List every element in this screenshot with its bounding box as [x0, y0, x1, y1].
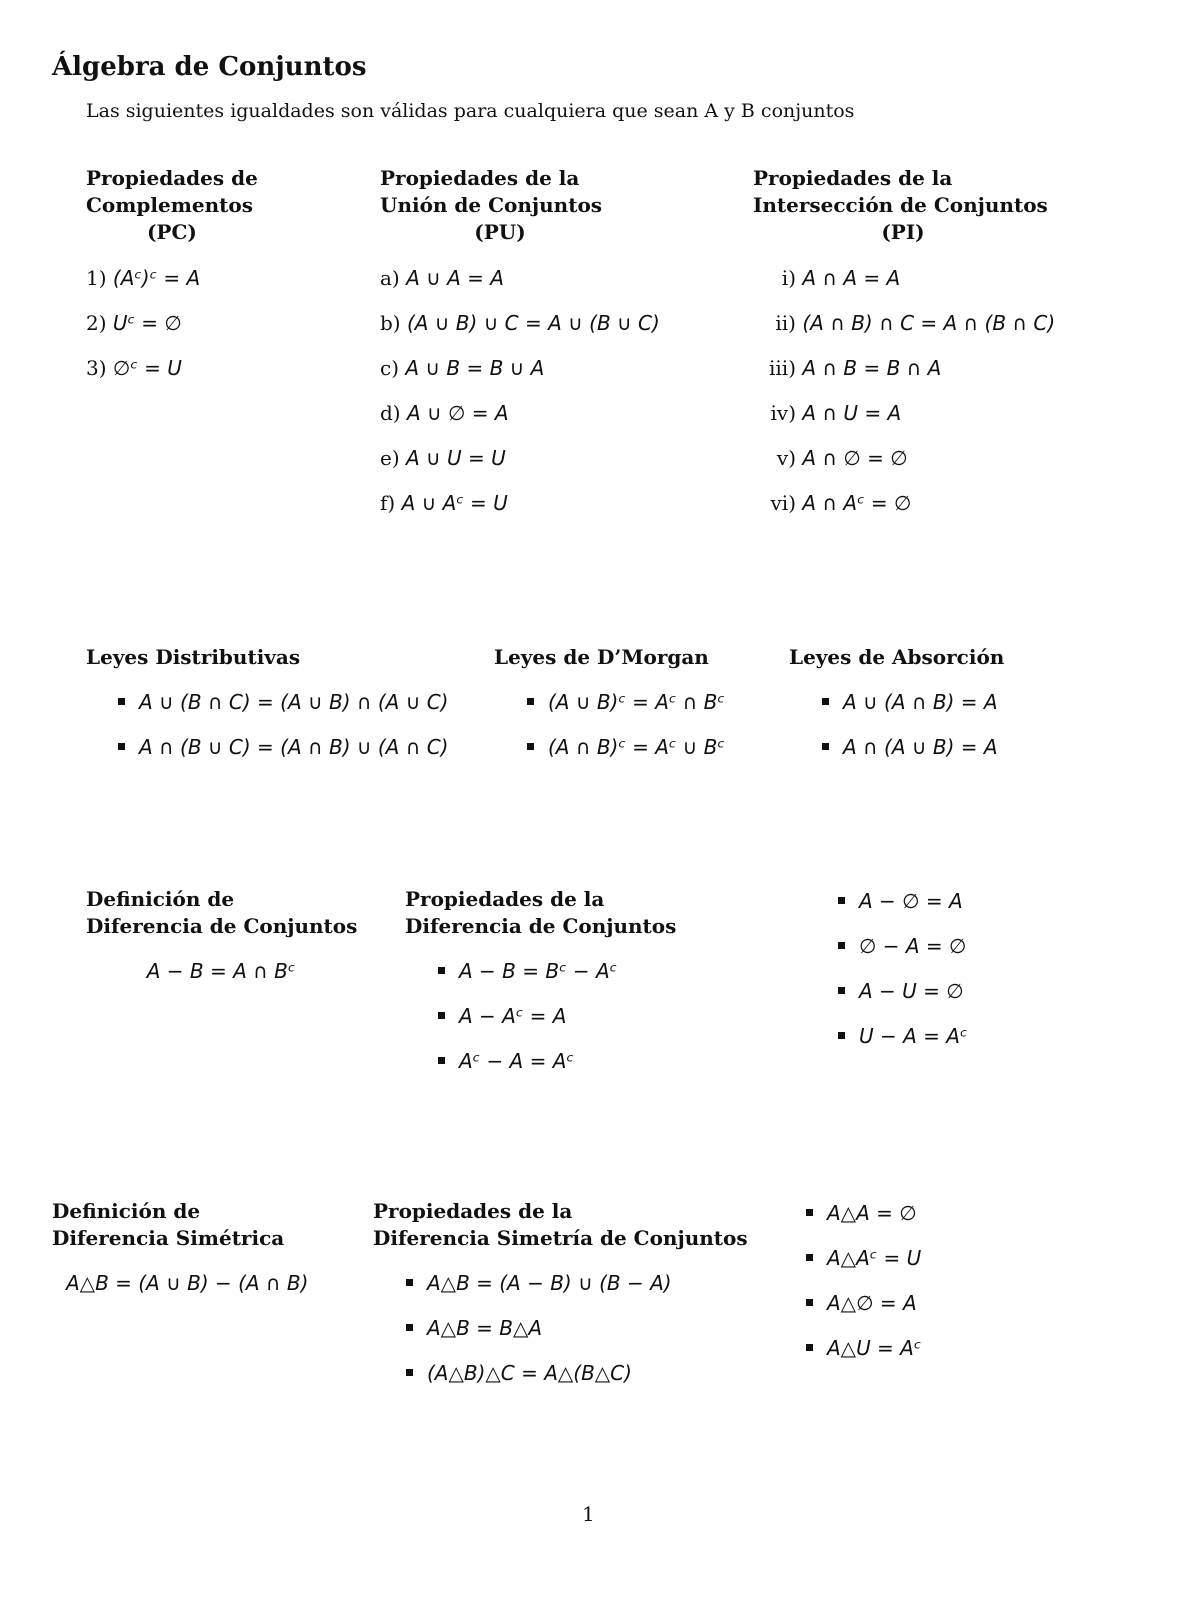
- symmore-item: [806, 1338, 921, 1358]
- diffprop-item: [438, 1006, 566, 1026]
- item-label: iv): [770, 401, 796, 425]
- bullet: [838, 942, 845, 949]
- diffprop-heading-line2: Diferencia de Conjuntos: [405, 914, 677, 938]
- symdef-heading: [52, 1198, 352, 1252]
- pi-item: [760, 403, 901, 423]
- bullet: [527, 698, 534, 705]
- item-expr: (A△B)△C = A△(B△C): [427, 1361, 632, 1385]
- bullet: [838, 897, 845, 904]
- pi-heading-line3: (PI): [881, 220, 925, 244]
- bullet: [406, 1324, 413, 1331]
- diffdef-heading-line1: Definición de: [86, 887, 235, 911]
- item-expr: (A ∪ B)ᶜ = Aᶜ ∩ Bᶜ: [548, 690, 725, 714]
- item-expr: A − Aᶜ = A: [459, 1004, 567, 1028]
- bullet: [822, 743, 829, 750]
- dist-item: [118, 737, 448, 757]
- bullet: [438, 1012, 445, 1019]
- item-expr: (Aᶜ)ᶜ = A: [112, 266, 201, 290]
- item-expr: A − ∅ = A: [859, 889, 963, 913]
- diffmore-item: [838, 936, 966, 956]
- symprop-heading-line1: Propiedades de la: [373, 1199, 573, 1223]
- symprop-heading: [373, 1198, 748, 1252]
- item-expr: A△∅ = A: [827, 1291, 917, 1315]
- item-label: b): [380, 311, 401, 335]
- bullet: [406, 1369, 413, 1376]
- pi-item: [760, 358, 941, 378]
- bullet: [406, 1279, 413, 1286]
- pu-item: [380, 493, 508, 513]
- pi-item: [760, 268, 900, 288]
- item-expr: A ∩ Aᶜ = ∅: [802, 491, 912, 515]
- symdef-heading-line1: Definición de: [52, 1199, 201, 1223]
- item-expr: (A ∩ B)ᶜ = Aᶜ ∪ Bᶜ: [548, 735, 725, 759]
- dist-heading: Leyes Distributivas: [86, 645, 301, 669]
- diffprop-heading: [405, 886, 676, 940]
- bullet: [527, 743, 534, 750]
- pc-heading-line2: Complementos: [86, 193, 253, 217]
- pu-heading: [380, 165, 620, 246]
- item-expr: A△U = Aᶜ: [827, 1336, 922, 1360]
- pc-item: [86, 313, 182, 333]
- morgan-item: [527, 692, 725, 712]
- item-expr: ∅ − A = ∅: [859, 934, 967, 958]
- item-expr: A ∩ (B ∪ C) = (A ∩ B) ∪ (A ∩ C): [139, 735, 449, 759]
- item-expr: A ∪ ∅ = A: [406, 401, 509, 425]
- item-expr: ∅ᶜ = U: [112, 356, 182, 380]
- item-expr: (A ∪ B) ∪ C = A ∪ (B ∪ C): [406, 311, 660, 335]
- pu-item: [380, 403, 509, 423]
- item-expr: A ∩ A = A: [802, 266, 901, 290]
- intro-text: Las siguientes igualdades son válidas para cualquiera que sean A y B conjuntos: [86, 100, 855, 122]
- item-label: ii): [775, 311, 796, 335]
- item-expr: A ∪ B = B ∪ A: [405, 356, 545, 380]
- item-label: f): [380, 491, 396, 515]
- item-label: v): [776, 446, 796, 470]
- pu-item: [380, 268, 504, 288]
- bullet: [806, 1254, 813, 1261]
- pc-item: [86, 268, 200, 288]
- diffdef-expr: [86, 961, 356, 981]
- morgan-heading: Leyes de D’Morgan: [494, 645, 709, 669]
- pu-item: [380, 313, 660, 333]
- item-expr: A ∪ A = A: [406, 266, 504, 290]
- pu-item: [380, 448, 506, 468]
- item-expr: A△Aᶜ = U: [827, 1246, 922, 1270]
- pc-item: [86, 358, 182, 378]
- item-label: e): [380, 446, 400, 470]
- item-expr: A ∩ B = B ∩ A: [802, 356, 942, 380]
- symprop-item: [406, 1318, 542, 1338]
- symdef-heading-line2: Diferencia Simétrica: [52, 1226, 285, 1250]
- item-label: i): [781, 266, 796, 290]
- diffprop-heading-line1: Propiedades de la: [405, 887, 605, 911]
- item-expr: A ∪ (B ∩ C) = (A ∪ B) ∩ (A ∪ C): [139, 690, 449, 714]
- pc-heading-line1: Propiedades de: [86, 166, 258, 190]
- item-expr: A − U = ∅: [859, 979, 964, 1003]
- absor-item: [822, 692, 998, 712]
- item-expr: A△A = ∅: [827, 1201, 917, 1225]
- diffdef-heading-line2: Diferencia de Conjuntos: [86, 914, 358, 938]
- diffmore-item: [838, 981, 964, 1001]
- item-expr: A ∩ U = A: [802, 401, 902, 425]
- pu-item: [380, 358, 544, 378]
- diffprop-item: [438, 1051, 574, 1071]
- item-expr: A − B = A ∩ Bᶜ: [146, 959, 296, 983]
- item-expr: A ∪ (A ∩ B) = A: [843, 690, 998, 714]
- item-expr: U − A = Aᶜ: [859, 1024, 968, 1048]
- absor-heading: Leyes de Absorción: [789, 645, 1005, 669]
- item-expr: A△B = (A ∪ B) − (A ∩ B): [66, 1271, 309, 1295]
- symprop-heading-line2: Diferencia Simetría de Conjuntos: [373, 1226, 748, 1250]
- pu-heading-line1: Propiedades de la: [380, 166, 580, 190]
- item-label: 1): [86, 266, 107, 290]
- pi-item: [760, 448, 908, 468]
- item-label: d): [380, 401, 401, 425]
- absor-item: [822, 737, 998, 757]
- item-label: 2): [86, 311, 107, 335]
- item-expr: (A ∩ B) ∩ C = A ∩ (B ∩ C): [802, 311, 1056, 335]
- item-expr: A ∪ Aᶜ = U: [401, 491, 508, 515]
- item-expr: A△B = (A − B) ∪ (B − A): [427, 1271, 672, 1295]
- page-title: Álgebra de Conjuntos: [52, 52, 367, 82]
- symmore-item: [806, 1293, 917, 1313]
- symdef-expr: [66, 1273, 308, 1293]
- symprop-item: [406, 1273, 672, 1293]
- pu-heading-line2: Unión de Conjuntos: [380, 193, 603, 217]
- diffmore-item: [838, 1026, 967, 1046]
- page-number: 1: [582, 1502, 595, 1526]
- item-label: c): [380, 356, 400, 380]
- symmore-item: [806, 1248, 921, 1268]
- diffprop-item: [438, 961, 617, 981]
- pi-heading-line2: Intersección de Conjuntos: [753, 193, 1048, 217]
- item-expr: A − B = Bᶜ − Aᶜ: [459, 959, 618, 983]
- bullet: [806, 1344, 813, 1351]
- item-expr: A ∩ ∅ = ∅: [802, 446, 908, 470]
- pi-item: [760, 493, 911, 513]
- bullet: [838, 1032, 845, 1039]
- pi-heading-line1: Propiedades de la: [753, 166, 953, 190]
- morgan-item: [527, 737, 725, 757]
- item-expr: A ∩ (A ∪ B) = A: [843, 735, 998, 759]
- bullet: [806, 1209, 813, 1216]
- item-label: iii): [769, 356, 796, 380]
- bullet: [438, 1057, 445, 1064]
- bullet: [438, 967, 445, 974]
- item-label: a): [380, 266, 400, 290]
- bullet: [118, 743, 125, 750]
- diffdef-heading: [86, 886, 366, 940]
- pu-heading-line3: (PU): [474, 220, 526, 244]
- item-expr: A ∪ U = U: [406, 446, 506, 470]
- bullet: [118, 698, 125, 705]
- pi-item: [760, 313, 1055, 333]
- pi-heading: [753, 165, 1053, 246]
- item-label: 3): [86, 356, 107, 380]
- item-label: vi): [770, 491, 796, 515]
- dist-item: [118, 692, 448, 712]
- diffmore-item: [838, 891, 963, 911]
- item-expr: A△B = B△A: [427, 1316, 543, 1340]
- item-expr: Aᶜ − A = Aᶜ: [459, 1049, 574, 1073]
- item-expr: Uᶜ = ∅: [112, 311, 182, 335]
- symmore-item: [806, 1203, 917, 1223]
- bullet: [806, 1299, 813, 1306]
- symprop-item: [406, 1363, 632, 1383]
- bullet: [822, 698, 829, 705]
- bullet: [838, 987, 845, 994]
- pc-heading: [86, 165, 258, 246]
- pc-heading-line3: (PC): [146, 220, 197, 244]
